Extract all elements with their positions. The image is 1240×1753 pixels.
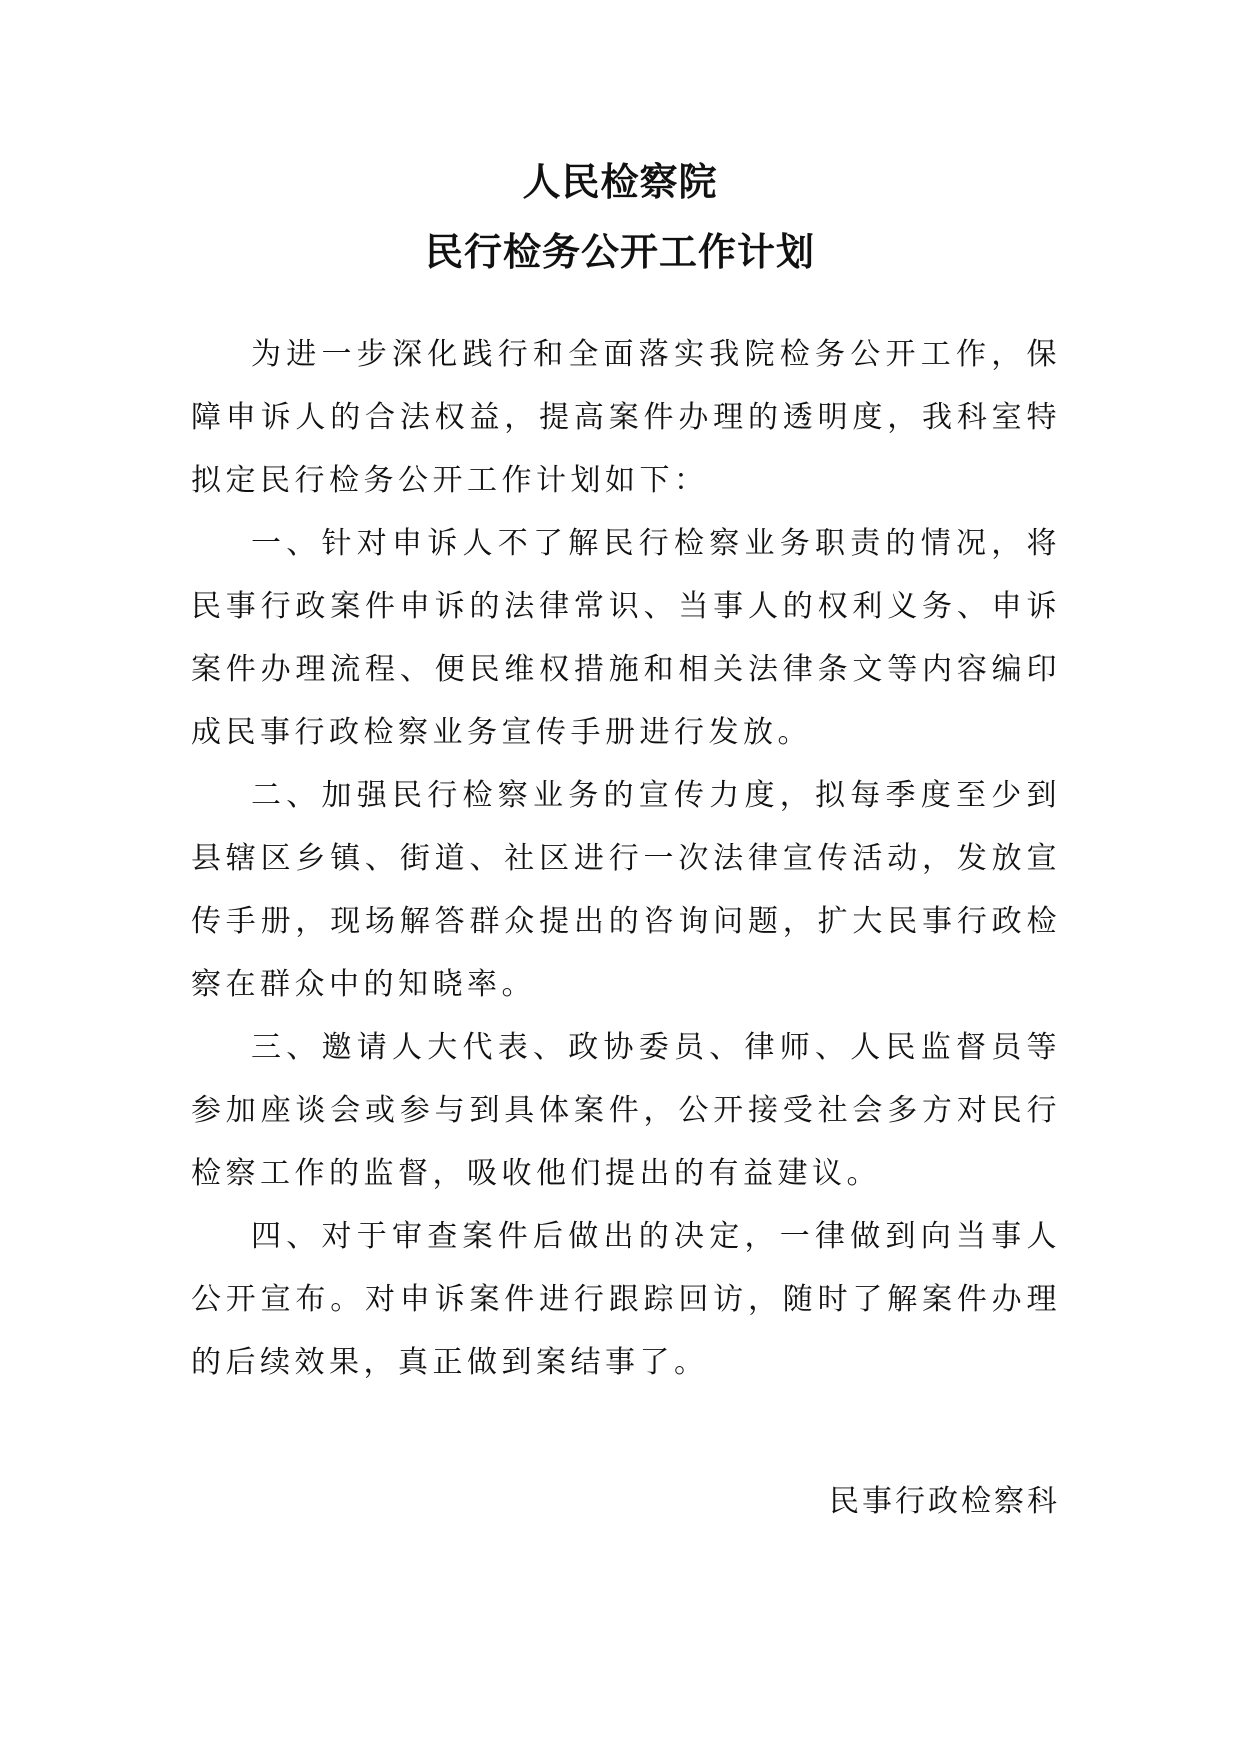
document-title-plan: 民行检务公开工作计划: [424, 230, 815, 274]
signature-department: 民事行政检察科: [829, 1484, 1060, 1519]
paragraph-item-2: 二、加强民行检察业务的宣传力度，拟每季度至少到县辖区乡镇、街道、社区进行一次法律宣传活动，发放宣传手册，现场解答群众提出的咨询问题，扩大民事行政检察在群众中的知晓率。: [191, 778, 1061, 1002]
paragraph-intro: 为进一步深化践行和全面落实我院检务公开工作，保障申诉人的合法权益，提高案件办理的透明度，我科室特拟定民行检务公开工作计划如下：: [191, 337, 1061, 498]
paragraph-item-1: 一、针对申诉人不了解民行检察业务职责的情况，将民事行政案件申诉的法律常识、当事人的权利义务、申诉案件办理流程、便民维权措施和相关法律条文等内容编印成民事行政检察业务宣传手册进行发放。: [191, 526, 1061, 750]
document-title-organization: 人民检察院: [522, 160, 718, 204]
paragraph-item-4: 四、对于审查案件后做出的决定，一律做到向当事人公开宣布。对申诉案件进行跟踪回访，随时了解案件办理的后续效果，真正做到案结事了。: [191, 1219, 1061, 1380]
document-body: [191, 323, 1061, 1394]
paragraph-item-3: 三、邀请人大代表、政协委员、律师、人民监督员等参加座谈会或参与到具体案件，公开接受社会多方对民行检察工作的监督，吸收他们提出的有益建议。: [191, 1030, 1061, 1191]
